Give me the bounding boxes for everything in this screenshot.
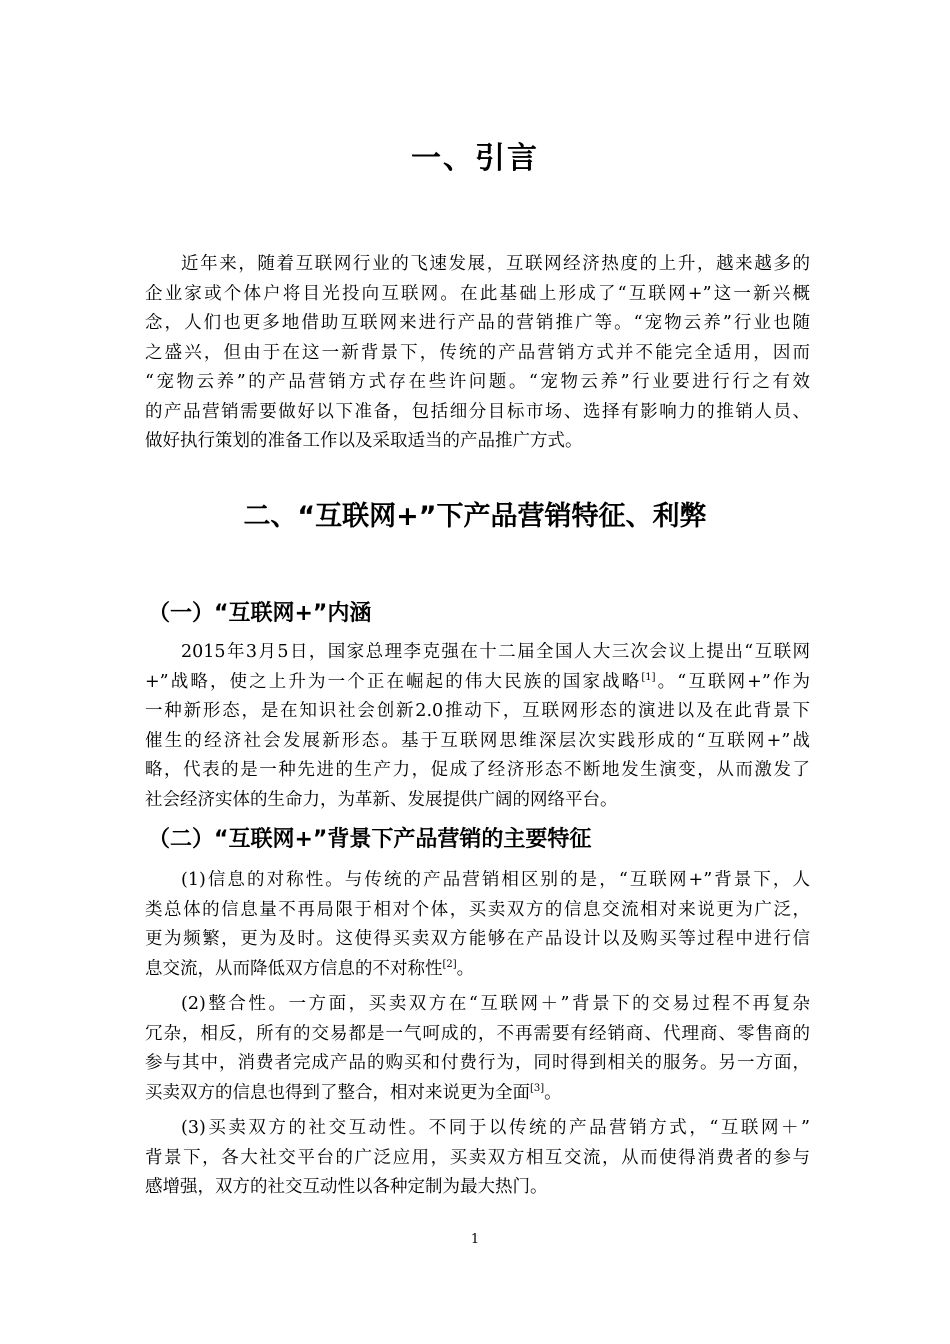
heading-introduction: 一、引言 (411, 141, 539, 176)
text-line: 的产品营销需要做好以下准备，包括细分目标市场、选择有影响力的推销人员、 (145, 401, 810, 422)
page-number: 1 (470, 1232, 480, 1247)
text-line: 2015年3月5日，国家总理李克强在十二届全国人大三次会议上提出“互联网 (181, 642, 810, 662)
text-line: 参与其中，消费者完成产品的购买和付费行为，同时得到相关的服务。另一方面， (145, 1053, 810, 1073)
text-line: (2)整合性。一方面，买卖双方在“互联网＋”背景下的交易过程不再复杂 (181, 994, 810, 1014)
subheading-main-features: （二）“互联网+”背景下产品营销的主要特征 (148, 827, 592, 852)
text-line: 催生的经济社会发展新形态。基于互联网思维深层次实践形成的“互联网+”战 (145, 730, 810, 751)
text-line: 略，代表的是一种先进的生产力，促成了经济形态不断地发生演变，从而激发了 (145, 760, 810, 780)
heading-section-2: 二、“互联网+”下产品营销特征、利弊 (243, 501, 707, 532)
text-fragment: 。 (456, 958, 475, 979)
intro-paragraph (145, 250, 810, 457)
connotation-paragraph (145, 638, 810, 815)
text-line: “宠物云养”的产品营销方式存在些许问题。“宠物云养”行业要进行行之有效 (145, 372, 810, 392)
text-line: 背景下，各大社交平台的广泛应用，买卖双方相互交流，从而使得消费者的参与 (145, 1147, 810, 1168)
text-line: 冗杂，相反，所有的交易都是一气呵成的，不再需要有经销商、代理商、零售商的 (145, 1023, 810, 1044)
text-fragment: 。 (544, 1082, 562, 1103)
text-line: 一种新形态，是在知识社会创新2.0推动下，互联网形态的演进以及在此背景下 (145, 701, 810, 721)
text-fragment: 息交流，从而降低双方信息的不对称性 (145, 958, 443, 979)
text-fragment: +”战略，使之上升为一个正在崛起的伟大民族的国家战略 (145, 671, 642, 692)
text-fragment: 。“互联网+”作为 (655, 671, 811, 692)
text-line: 更为频繁，更为及时。这使得买卖双方能够在产品设计以及购买等过程中进行信 (145, 929, 810, 949)
features-paragraphs (145, 866, 810, 1203)
text-line: 感增强，双方的社交互动性以各种定制为最大热门。 (145, 1177, 548, 1197)
text-line (145, 1079, 810, 1109)
text-line: 念，人们也更多地借助互联网来进行产品的营销推广等。“宠物云养”行业也随 (145, 313, 810, 333)
text-line: (1)信息的对称性。与传统的产品营销相区别的是，“互联网+”背景下，人 (181, 870, 810, 890)
text-fragment: 买卖双方的信息也得到了整合，相对来说更为全面 (145, 1082, 530, 1103)
citation-ref-3: [3] (530, 1082, 545, 1094)
text-line: 近年来，随着互联网行业的飞速发展，互联网经济热度的上升，越来越多的 (181, 254, 810, 274)
text-line: 类总体的信息量不再局限于相对个体，买卖双方的信息交流相对来说更为广泛， (145, 899, 810, 920)
subheading-connotation: （一）“互联网+”内涵 (148, 601, 372, 626)
text-line: (3)买卖双方的社交互动性。不同于以传统的产品营销方式，“互联网＋” (181, 1118, 810, 1138)
citation-ref-2: [2] (442, 958, 457, 970)
text-line: 社会经济实体的生命力，为革新、发展提供广阔的网络平台。 (145, 789, 618, 810)
text-line: 之盛兴，但由于在这一新背景下，传统的产品营销方式并不能完全适用，因而 (145, 342, 810, 363)
text-line: 做好执行策划的准备工作以及采取适当的产品推广方式。 (145, 431, 583, 451)
text-line: 企业家或个体户将目光投向互联网。在此基础上形成了“互联网+”这一新兴概 (145, 283, 810, 304)
text-line (145, 955, 810, 985)
citation-ref-1: [1] (641, 671, 656, 683)
text-line (145, 668, 810, 698)
